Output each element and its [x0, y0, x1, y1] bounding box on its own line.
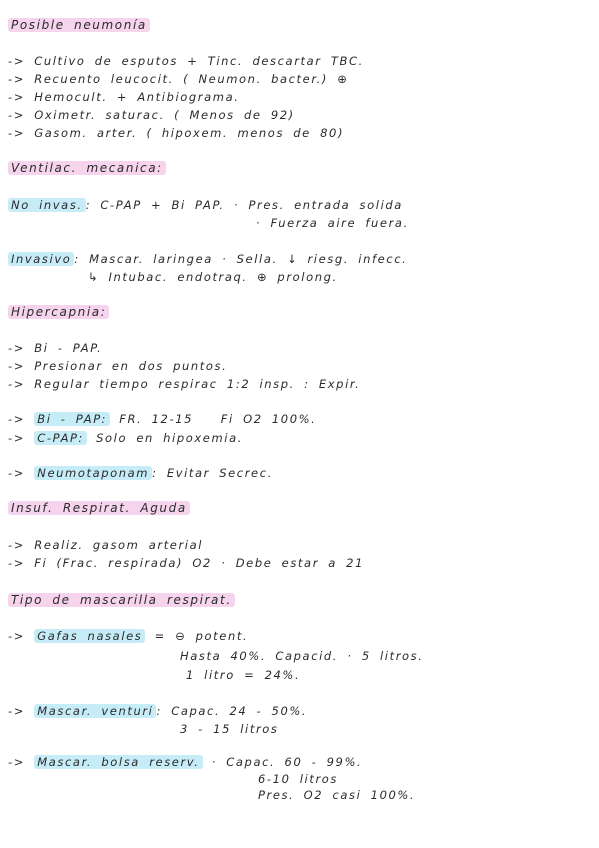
list-item: -> Hemocult. + Antibiograma. — [8, 90, 240, 104]
list-item: -> Oximetr. saturac. ( Menos de 92) — [8, 108, 295, 122]
bolsa-line-2: 6-10 litros — [258, 772, 339, 786]
gafas-label: Gafas nasales — [34, 629, 145, 643]
bipap-line: -> Bi - PAP: FR. 12-15 Fi O2 100%. — [8, 412, 317, 426]
cpap-line: -> C-PAP: Solo en hipoxemia. — [8, 431, 243, 445]
invasivo-cont: ↳ Intubac. endotraq. ⊕ prolong. — [88, 270, 338, 284]
gafas-line-2: Hasta 40%. Capacid. · 5 litros. — [180, 649, 424, 663]
invasivo-label: Invasivo — [8, 252, 74, 266]
list-item: -> Bi - PAP. — [8, 341, 103, 355]
bolsa-line: -> Mascar. bolsa reserv. · Capac. 60 - 99%. — [8, 755, 363, 769]
section-title-ventilac: Ventilac. mecanica: — [8, 160, 166, 176]
no-invas-label: No invas. — [8, 198, 86, 212]
invasivo-line: Invasivo : Mascar. laringea · Sella. ↓ riesg. infecc. — [8, 251, 407, 267]
section-title-mascarilla: Tipo de mascarilla respirat. — [8, 592, 235, 608]
list-item: -> Presionar en dos puntos. — [8, 359, 228, 373]
section-title-hipercapnia: Hipercapnia: — [8, 304, 109, 320]
bolsa-label: Mascar. bolsa reserv. — [34, 755, 202, 769]
gafas-line-3: 1 litro = 24%. — [186, 668, 301, 682]
venturi-label: Mascar. venturi — [34, 704, 156, 718]
section-title-neumonia: Posible neumonía — [8, 17, 150, 33]
cpap-label: C-PAP: — [34, 431, 87, 445]
list-item: -> Cultivo de esputos + Tinc. descartar TBC. — [8, 54, 364, 68]
list-item: -> Realiz. gasom arterial — [8, 538, 204, 552]
venturi-line: -> Mascar. venturi : Capac. 24 - 50%. — [8, 704, 308, 718]
venturi-line-2: 3 - 15 litros — [180, 722, 279, 736]
list-item: -> Fi (Frac. respirada) O2 · Debe estar a 21 — [8, 556, 365, 570]
list-item: -> Regular tiempo respirac 1:2 insp. : Expir. — [8, 377, 361, 391]
bipap-label: Bi - PAP: — [34, 412, 110, 426]
no-invas-line: No invas. : C-PAP + Bi PAP. · Pres. entrada solida — [8, 197, 403, 213]
bolsa-line-3: Pres. O2 casi 100%. — [258, 788, 416, 802]
neumo-label: Neumotaponam — [34, 466, 152, 480]
list-item: -> Recuento leucocit. ( Neumon. bacter.) ⊕ — [8, 72, 349, 86]
gafas-line: -> Gafas nasales = ⊖ potent. — [8, 629, 249, 643]
neumo-line: -> Neumotaponam : Evitar Secrec. — [8, 466, 273, 480]
no-invas-cont: · Fuerza aire fuera. — [256, 216, 409, 230]
section-title-insuf: Insuf. Respirat. Aguda — [8, 500, 190, 516]
list-item: -> Gasom. arter. ( hipoxem. menos de 80) — [8, 126, 345, 140]
